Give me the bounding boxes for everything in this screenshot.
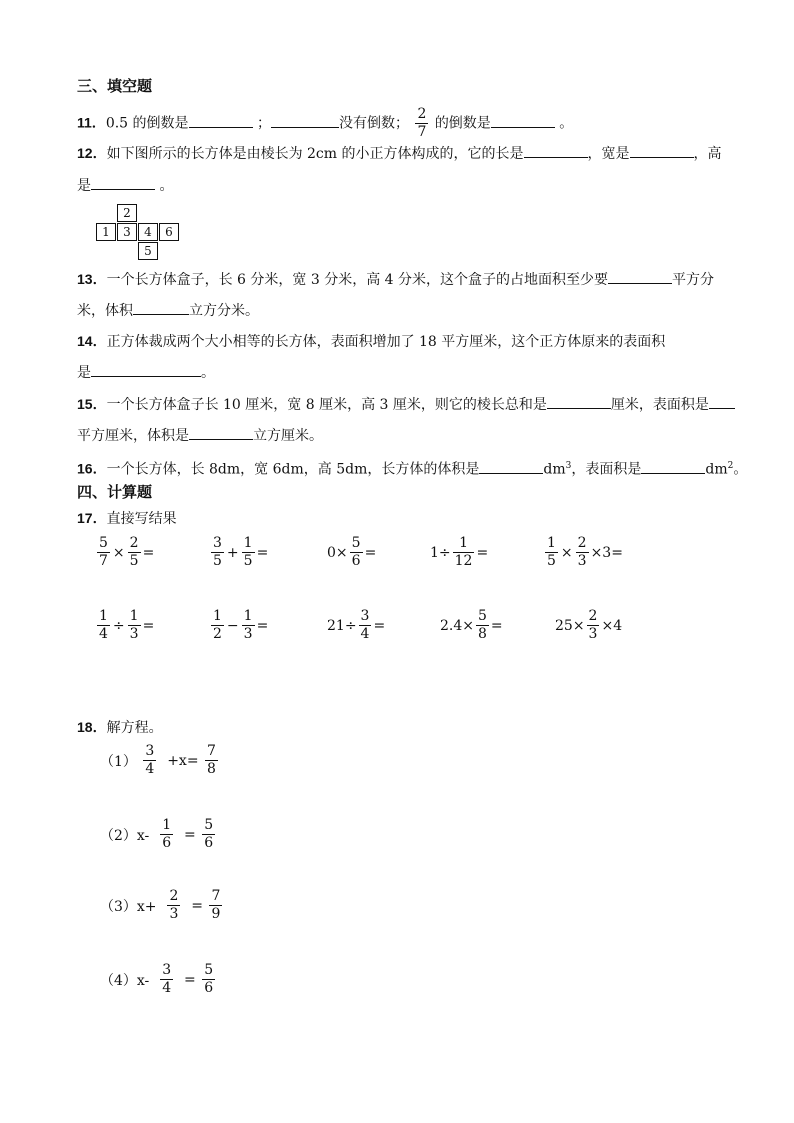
question-number: 14．: [77, 333, 107, 349]
equation: （3）x+ $\frac{2}{3}$ = $\frac{7}{9}$: [100, 888, 221, 922]
net-cell: 4: [138, 223, 158, 241]
question-16: 16．一个长方体，长 8dm，宽 6dm，高 5dm，长方体的体积是 $dm^3$，表面积是 $dm^2$。: [77, 460, 748, 478]
question-13: 13．一个长方体盒子，长 6 分米，宽 3 分米，高 4 分米，这个盒子的占地面积至少要 平方分: [77, 271, 714, 288]
calc-expression: 0× $\frac{5}{6}$ =: [327, 535, 377, 569]
calc-expression: 21÷ $\frac{3}{4}$ =: [327, 608, 386, 642]
answer-blank[interactable]: [608, 269, 672, 284]
net-cell: 6: [159, 223, 179, 241]
answer-blank[interactable]: [641, 459, 705, 474]
answer-blank[interactable]: [91, 362, 201, 377]
calc-expression: $\frac{1}{2}$ − $\frac{1}{3}$ =: [213, 608, 269, 642]
question-12-cont: 是 。: [77, 175, 173, 196]
question-15: 15．一个长方体盒子长 10 厘米，宽 8 厘米，高 3 厘米，则它的棱长总和是 厘米，表面积是: [77, 394, 735, 415]
answer-blank[interactable]: [524, 143, 588, 158]
net-cell: 1: [96, 223, 116, 241]
cuboid-net-figure: [96, 204, 180, 260]
calc-expression: 2.4× $\frac{5}{8}$ =: [440, 608, 503, 642]
calc-expression: 25× $\frac{2}{3}$ ×4: [555, 608, 623, 642]
calc-expression: 1÷ $\frac{1}{12}$ =: [430, 535, 489, 569]
answer-blank[interactable]: [189, 425, 253, 440]
question-14: 14．正方体裁成两个大小相等的长方体，表面积增加了 18 平方厘米，这个正方体原来的表面积: [77, 333, 666, 350]
answer-blank[interactable]: [189, 113, 253, 128]
fraction: $\frac{2}{7}$: [417, 106, 427, 140]
question-number: 13．: [77, 271, 107, 287]
answer-blank[interactable]: [91, 175, 155, 190]
question-13-cont: 米，体积 立方分米。: [77, 300, 259, 321]
answer-blank[interactable]: [271, 113, 339, 128]
equation: （1） $\frac{3}{4}$ +x= $\frac{7}{8}$: [100, 743, 216, 777]
question-15-cont: 平方厘米，体积是 立方厘米。: [77, 425, 323, 446]
calc-expression: $\frac{1}{5}$ × $\frac{2}{3}$ ×3=: [547, 535, 623, 569]
question-number: 15．: [77, 396, 107, 412]
answer-blank[interactable]: [133, 300, 189, 315]
section-heading-fill: 三、填空题: [77, 77, 153, 95]
question-number: 12．: [77, 145, 107, 161]
answer-blank[interactable]: [479, 459, 543, 474]
calc-expression: $\frac{5}{7}$ × $\frac{2}{5}$ =: [99, 535, 155, 569]
section-heading-calc: 四、计算题: [77, 483, 153, 501]
answer-blank[interactable]: [491, 113, 555, 128]
equation: （4）x- $\frac{3}{4}$ = $\frac{5}{6}$: [100, 962, 214, 996]
calc-expression: $\frac{3}{5}$ + $\frac{1}{5}$ =: [213, 535, 269, 569]
question-12: 12．如下图所示的长方体是由棱长为 2cm 的小正方体构成的，它的长是 ，宽是 ，高: [77, 145, 722, 162]
answer-blank[interactable]: [547, 394, 611, 409]
question-number: 17．: [77, 510, 107, 526]
equation: （2）x- $\frac{1}{6}$ = $\frac{5}{6}$: [100, 817, 214, 851]
question-18: 18．解方程。: [77, 719, 163, 736]
question-14-cont: 是 。: [77, 362, 215, 383]
question-number: 11．: [77, 114, 106, 131]
question-number: 16．: [77, 460, 107, 477]
question-number: 18．: [77, 719, 107, 735]
answer-blank[interactable]: [709, 394, 735, 409]
net-cell: 5: [138, 242, 158, 260]
answer-blank[interactable]: [630, 143, 694, 158]
calc-expression: $\frac{1}{4}$ ÷ $\frac{1}{3}$ =: [99, 608, 155, 642]
question-11: 11．0.5 的倒数是 ； 没有倒数； $\frac{2}{7}$ 的倒数是 。: [77, 106, 574, 140]
net-cell: 3: [117, 223, 137, 241]
question-17: 17．直接写结果: [77, 510, 177, 527]
net-cell: 2: [117, 204, 137, 222]
